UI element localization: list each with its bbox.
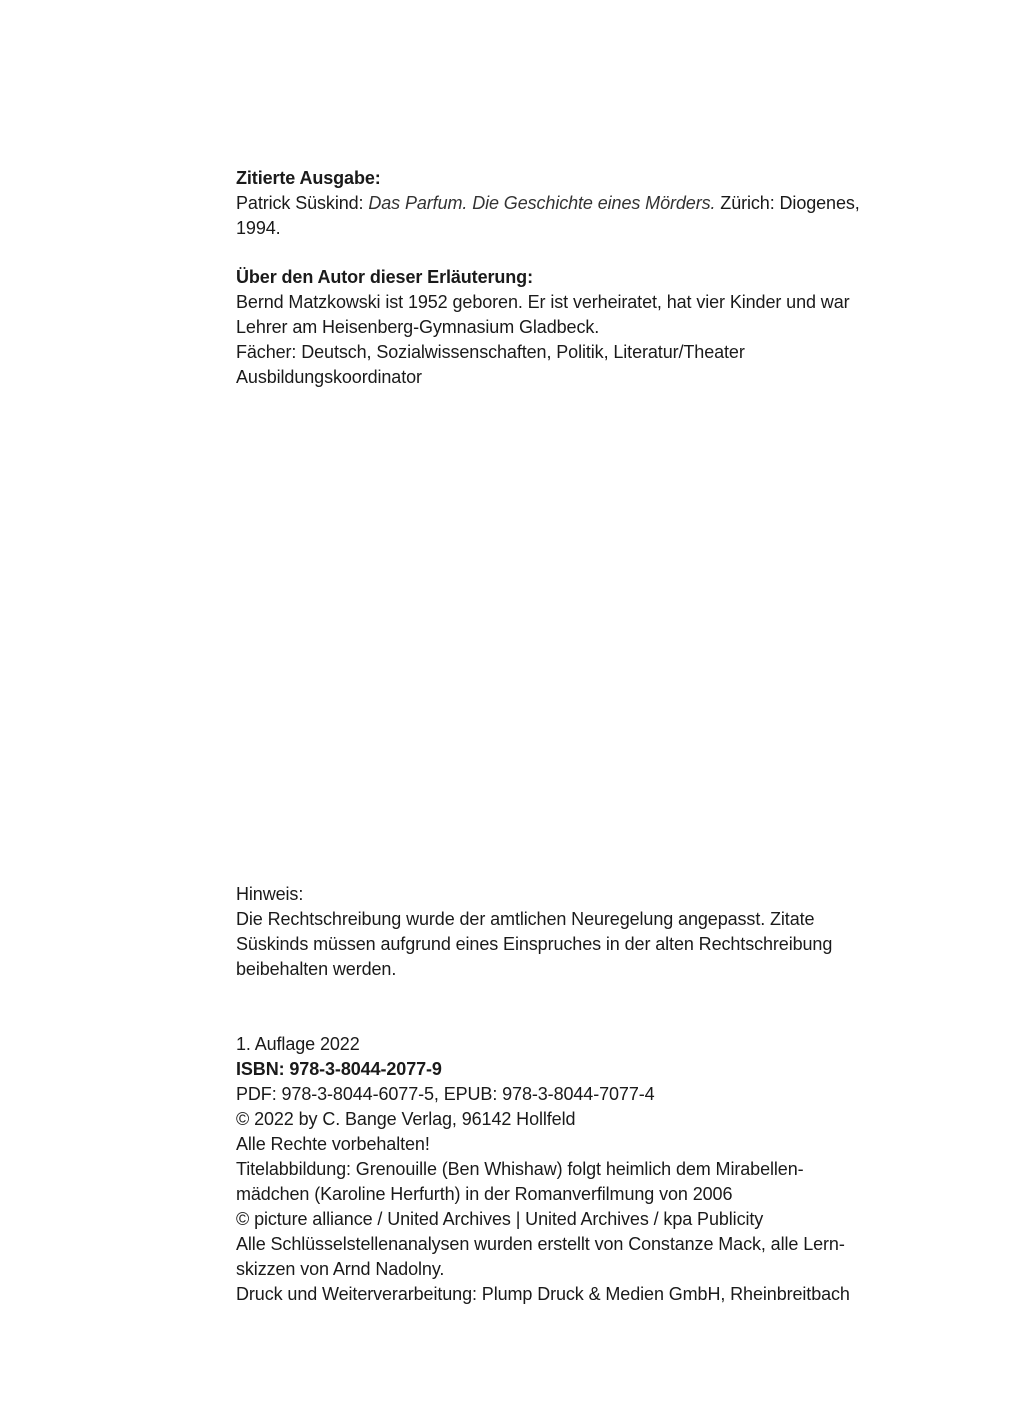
about-author-line: Bernd Matzkowski ist 1952 geboren. Er ist verheiratet, hat vier Kinder und war [236,292,850,312]
note-section [236,882,936,982]
about-author-heading: Über den Autor dieser Erläuterung: [236,267,533,287]
cited-author: Patrick Süskind: [236,193,369,213]
note-heading: Hinweis: [236,884,304,904]
cited-edition-reference [236,191,936,216]
imprint-section [236,1032,936,1307]
cited-edition-section [236,166,936,241]
analysis-credit-line: Alle Schlüsselstellenanalysen wurden erstellt von Constanze Mack, alle Lern- [236,1234,845,1254]
note-line: Die Rechtschreibung wurde der amtlichen Neuregelung angepasst. Zitate [236,909,815,929]
cited-year: 1994. [236,218,281,238]
copyright-line: © 2022 by C. Bange Verlag, 96142 Hollfeld [236,1109,576,1129]
cover-credit-line: Titelabbildung: Grenouille (Ben Whishaw) folgt heimlich dem Mirabellen- [236,1159,804,1179]
cover-credit-line: mädchen (Karoline Herfurth) in der Romanverfilmung von 2006 [236,1184,733,1204]
analysis-credit-line: skizzen von Arnd Nadolny. [236,1259,445,1279]
note-line: Süskinds müssen aufgrund eines Einspruches in der alten Rechtschreibung [236,934,833,954]
edition-line: 1. Auflage 2022 [236,1034,360,1054]
note-line: beibehalten werden. [236,959,397,979]
cited-title: Das Parfum. Die Geschichte eines Mörders. [368,193,716,213]
about-author-section [236,265,936,390]
about-author-line: Ausbildungskoordinator [236,367,422,387]
rights-line: Alle Rechte vorbehalten! [236,1134,430,1154]
about-author-line: Lehrer am Heisenberg-Gymnasium Gladbeck. [236,317,600,337]
cited-publisher: Zürich: Diogenes, [715,193,860,213]
cited-edition-heading: Zitierte Ausgabe: [236,168,381,188]
about-author-line: Fächer: Deutsch, Sozialwissenschaften, Politik, Literatur/Theater [236,342,745,362]
ebook-isbn-line: PDF: 978-3-8044-6077-5, EPUB: 978-3-8044-7077-4 [236,1084,655,1104]
photo-credit-line: © picture alliance / United Archives | United Archives / kpa Publicity [236,1209,764,1229]
isbn-line: ISBN: 978-3-8044-2077-9 [236,1059,442,1079]
printer-line: Druck und Weiterverarbeitung: Plump Druck & Medien GmbH, Rheinbreitbach [236,1284,850,1304]
